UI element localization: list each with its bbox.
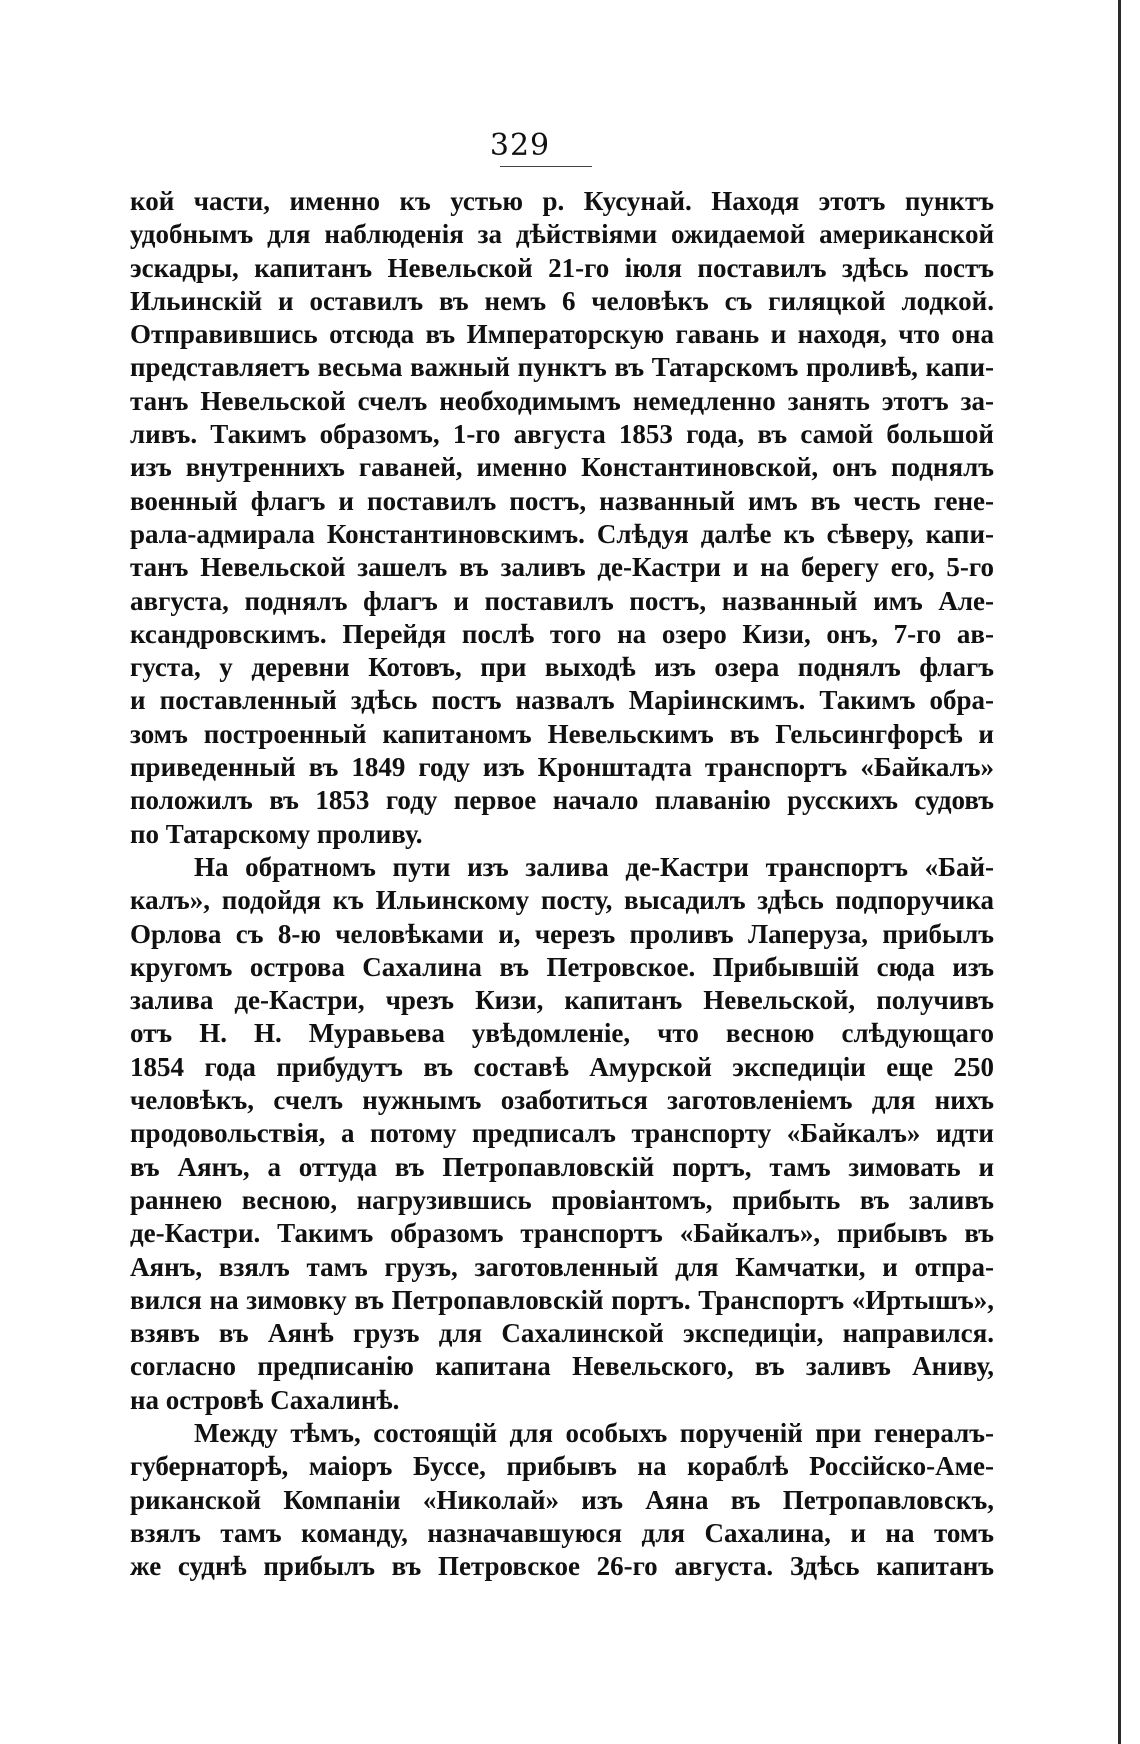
text-line: густа, у деревни Котовъ, при выходѣ изъ озера поднялъ флагъ bbox=[130, 652, 994, 683]
text-line: губернаторѣ, маіоръ Буссе, прибывъ на кораблѣ Россійско-Аме- bbox=[130, 1451, 994, 1482]
text-line: зомъ построенный капитаномъ Невельскимъ въ Гельсингфорсѣ и bbox=[130, 718, 994, 749]
text-line: На обратномъ пути изъ залива де-Кастри транспортъ «Бай- bbox=[194, 851, 994, 882]
text-line: ксандровскимъ. Перейдя послѣ того на озеро Кизи, онъ, 7-го ав- bbox=[130, 618, 994, 649]
text-line: танъ Невельской зашелъ въ заливъ де-Кастри и на берегу его, 5-го bbox=[130, 552, 994, 583]
text-line: Между тѣмъ, состоящій для особыхъ порученій при генералъ- bbox=[194, 1417, 994, 1448]
text-line: изъ внутреннихъ гаваней, именно Константиновской, онъ поднялъ bbox=[130, 452, 994, 483]
text-line: залива де-Кастри, чрезъ Кизи, капитанъ Невельской, получивъ bbox=[130, 985, 994, 1016]
text-line: согласно предписанію капитана Невельского, въ заливъ Аниву, bbox=[130, 1351, 994, 1382]
text-line: Орлова съ 8-ю человѣками и, черезъ проливъ Лаперуза, прибылъ bbox=[130, 918, 994, 949]
page-edge-rule bbox=[1118, 0, 1121, 1744]
text-line: же суднѣ прибылъ въ Петровское 26-го августа. Здѣсь капитанъ bbox=[130, 1551, 994, 1582]
text-line: представляетъ весьма важный пунктъ въ Татарскомъ проливѣ, капи- bbox=[130, 352, 994, 383]
text-line: раннею весною, нагрузившись провіантомъ, прибыть въ заливъ bbox=[130, 1184, 994, 1215]
body-text bbox=[130, 185, 994, 1583]
text-line: де-Кастри. Такимъ образомъ транспортъ «Байкалъ», прибывъ въ bbox=[130, 1218, 994, 1249]
text-line: танъ Невельской счелъ необходимымъ немедленно занять этотъ за- bbox=[130, 385, 994, 416]
text-line: эскадры, капитанъ Невельской 21-го іюля поставилъ здѣсь постъ bbox=[130, 252, 994, 283]
text-line: кругомъ острова Сахалина въ Петровское. Прибывшій сюда изъ bbox=[130, 951, 994, 982]
text-line: августа, поднялъ флагъ и поставилъ постъ, названный имъ Але- bbox=[130, 585, 994, 616]
text-line: Ильинскій и оставилъ въ немъ 6 человѣкъ съ гиляцкой лодкой. bbox=[130, 285, 994, 316]
text-line: Аянъ, взялъ тамъ грузъ, заготовленный для Камчатки, и отпра- bbox=[130, 1251, 994, 1282]
text-line: калъ», подойдя къ Ильинскому посту, высадилъ здѣсь подпоручика bbox=[130, 885, 994, 916]
text-line: взялъ тамъ команду, назначавшуюся для Сахалина, и на томъ bbox=[130, 1517, 994, 1548]
text-line: кой части, именно къ устью р. Кусунай. Находя этотъ пунктъ bbox=[130, 186, 994, 216]
text-line: вился на зимовку въ Петропавловскій портъ. Транспортъ «Иртышъ», bbox=[130, 1284, 994, 1315]
text-line: человѣкъ, счелъ нужнымъ озаботиться заготовленіемъ для нихъ bbox=[130, 1085, 994, 1116]
text-line: рала-адмирала Константиновскимъ. Слѣдуя далѣе къ сѣверу, капи- bbox=[130, 518, 994, 549]
text-line: отъ Н. Н. Муравьева увѣдомленіе, что весною слѣдующаго bbox=[130, 1018, 994, 1049]
text-line: 1854 года прибудутъ въ составѣ Амурской экспедиціи еще 250 bbox=[130, 1051, 994, 1082]
text-line: и поставленный здѣсь постъ назвалъ Маріинскимъ. Такимъ обра- bbox=[130, 685, 994, 716]
text-line: взявъ въ Аянѣ грузъ для Сахалинской экспедиціи, направился. bbox=[130, 1318, 994, 1349]
text-line: по Татарскому проливу. bbox=[130, 818, 423, 849]
text-line: продовольствія, а потому предписалъ транспорту «Байкалъ» идти bbox=[130, 1118, 994, 1149]
text-line: ливъ. Такимъ образомъ, 1-го августа 1853 года, въ самой большой bbox=[130, 419, 994, 450]
text-line: риканской Компаніи «Николай» изъ Аяна въ Петропавловскъ, bbox=[130, 1484, 994, 1515]
text-line: на островѣ Сахалинѣ. bbox=[130, 1384, 400, 1415]
text-line: Отправившись отсюда въ Императорскую гавань и находя, что она bbox=[130, 319, 994, 350]
text-line: положилъ въ 1853 году первое начало плаванію русскихъ судовъ bbox=[130, 785, 994, 816]
text-line: военный флагъ и поставилъ постъ, названный имъ въ честь генe- bbox=[130, 485, 994, 516]
page-number-rule bbox=[500, 166, 592, 167]
text-line: въ Аянъ, а оттуда въ Петропавловскій портъ, тамъ зимовать и bbox=[130, 1151, 994, 1182]
text-line: приведенный въ 1849 году изъ Кронштадта транспортъ «Байкалъ» bbox=[130, 752, 994, 783]
page-number: 329 bbox=[489, 128, 551, 163]
text-line: удобнымъ для наблюденія за дѣйствіями ожидаемой американской bbox=[130, 219, 994, 250]
